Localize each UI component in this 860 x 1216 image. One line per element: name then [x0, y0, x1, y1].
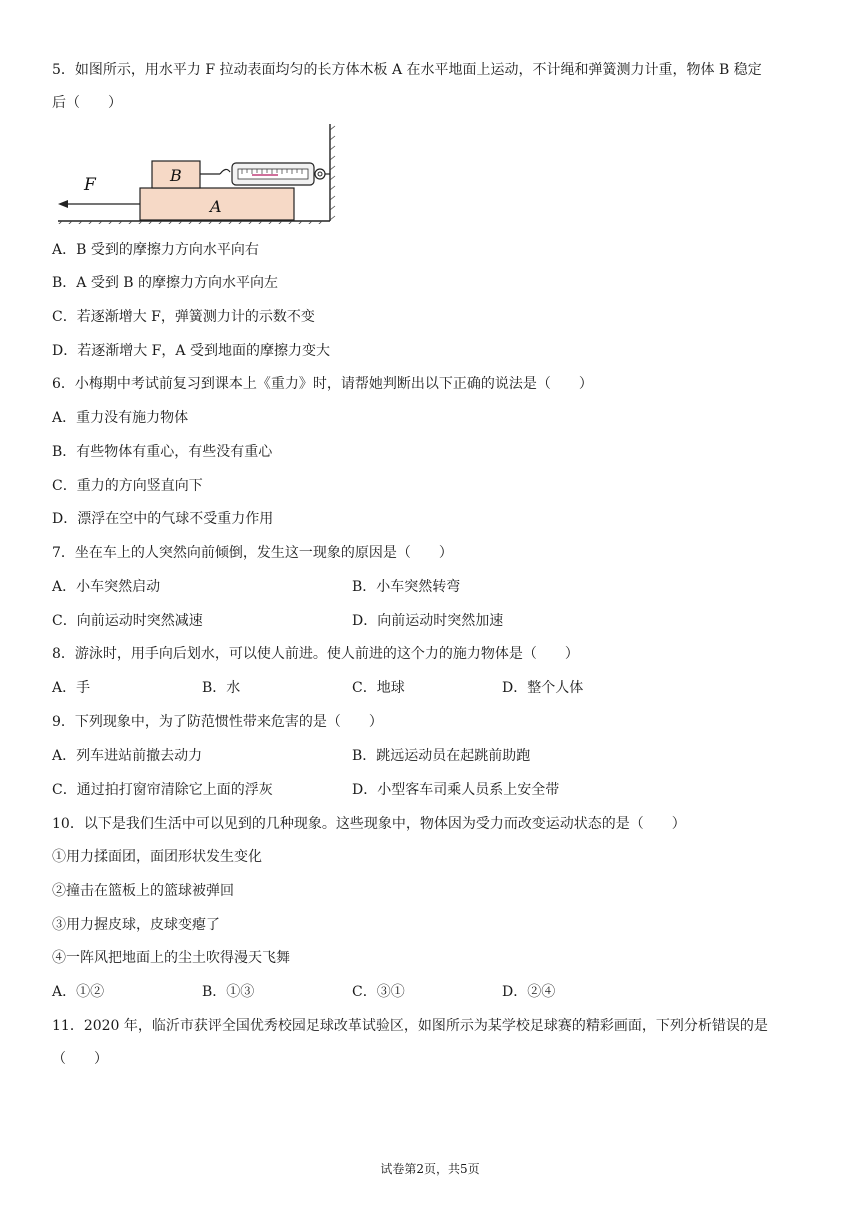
q10-option-b: B．①③ [202, 984, 255, 1000]
q10-item-2: ②撞击在篮板上的篮球被弹回 [52, 883, 234, 899]
q5-option-a: A．B 受到的摩擦力方向水平向右 [52, 242, 259, 258]
q7-option-d: D．向前运动时突然加速 [352, 613, 504, 629]
q7-option-b: B．小车突然转弯 [352, 579, 461, 595]
q7-option-a: A．小车突然启动 [52, 579, 161, 595]
block-a-label: A [210, 197, 222, 216]
q10-option-d: D．②④ [502, 984, 556, 1000]
q10-option-c: C．③① [352, 984, 405, 1000]
scale-window [238, 169, 308, 179]
q9-option-c: C．通过拍打窗帘清除它上面的浮灰 [52, 782, 273, 798]
q9-option-b: B．跳远运动员在起跳前助跑 [352, 748, 531, 764]
q6-option-a: A．重力没有施力物体 [52, 410, 189, 426]
q5-stem-line-2: 后（ ） [52, 95, 122, 111]
q8-option-c: C．地球 [352, 680, 405, 696]
q8-option-b: B．水 [202, 680, 241, 696]
q10-option-a: A．①② [52, 984, 105, 1000]
page-footer: 试卷第2页，共5页 [380, 1162, 480, 1176]
q8-stem: 8．游泳时，用手向后划水，可以使人前进。使人前进的这个力的施力物体是（ ） [52, 646, 579, 662]
q5-option-b: B．A 受到 B 的摩擦力方向水平向左 [52, 275, 279, 291]
q6-option-c: C．重力的方向竖直向下 [52, 478, 203, 494]
q5-option-c: C．若逐渐增大 F，弹簧测力计的示数不变 [52, 309, 315, 325]
q7-option-c: C．向前运动时突然减速 [52, 613, 203, 629]
q10-item-3: ③用力握皮球，皮球变瘪了 [52, 917, 220, 933]
scale-ring [315, 169, 325, 179]
q5-stem-line-1: 5．如图所示，用水平力 F 拉动表面均匀的长方体木板 A 在水平地面上运动，不计绳和弹簧测力计重，物体 B 稳定 [52, 62, 762, 78]
q5-option-d: D．若逐渐增大 F，A 受到地面的摩擦力变大 [52, 343, 330, 359]
q6-option-d: D．漂浮在空中的气球不受重力作用 [52, 511, 274, 527]
q8-option-d: D．整个人体 [502, 680, 584, 696]
force-arrowhead [58, 200, 68, 208]
q6-stem: 6．小梅期中考试前复习到课本上《重力》时，请帮她判断出以下正确的说法是（ ） [52, 376, 593, 392]
scale-hook [220, 169, 230, 174]
block-b-label: B [170, 166, 182, 185]
q6-option-b: B．有些物体有重心，有些没有重心 [52, 444, 273, 460]
q10-item-1: ①用力揉面团，面团形状发生变化 [52, 849, 262, 865]
q9-option-d: D．小型客车司乘人员系上安全带 [352, 782, 560, 798]
force-label: F [84, 175, 96, 195]
q10-item-4: ④一阵风把地面上的尘土吹得漫天飞舞 [52, 950, 290, 966]
q11-stem-line-2: （ ） [52, 1051, 108, 1067]
q5-figure [52, 124, 342, 224]
q11-stem-line-1: 11．2020 年，临沂市获评全国优秀校园足球改革试验区，如图所示为某学校足球赛的精彩画面，下列分析错误的是 [52, 1018, 768, 1034]
q7-stem: 7．坐在车上的人突然向前倾倒，发生这一现象的原因是（ ） [52, 545, 453, 561]
q8-option-a: A．手 [52, 680, 91, 696]
q10-stem: 10．以下是我们生活中可以见到的几种现象。这些现象中，物体因为受力而改变运动状态的是（ ） [52, 816, 686, 832]
q9-option-a: A．列车进站前撤去动力 [52, 748, 203, 764]
wall-hatching [330, 126, 335, 220]
q9-stem: 9．下列现象中，为了防范惯性带来危害的是（ ） [52, 714, 383, 730]
